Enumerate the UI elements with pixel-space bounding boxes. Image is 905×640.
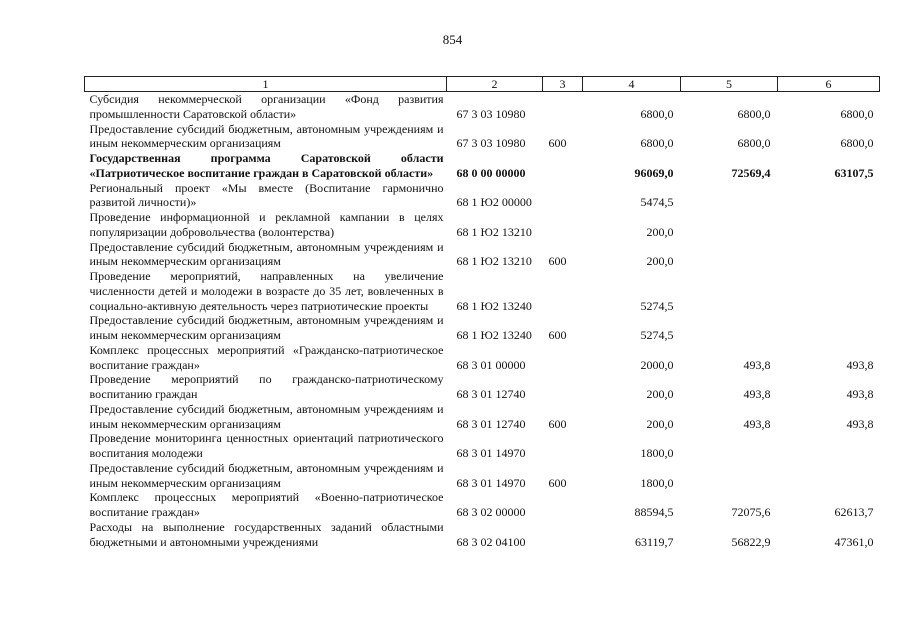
amount-col-4: 5274,5 <box>640 298 674 313</box>
item-name: Проведение мониторинга ценностных ориентаций патриотического воспитания молодежи <box>89 431 444 460</box>
item-code: 68 3 01 12740 <box>456 387 526 401</box>
amount-col-4: 6800,0 <box>640 106 674 121</box>
header-col-1: 1 <box>85 77 447 92</box>
item-code: 68 3 01 12740 <box>456 416 526 431</box>
item-name: Предоставление субсидий бюджетным, автономным учреждениям и иным некоммерческим организациям <box>89 460 444 490</box>
item-name: Государственная программа Саратовской области «Патриотическое воспитание граждан в Саратовской области» <box>89 151 444 180</box>
item-name: Проведение информационной и рекламной кампании в целях популяризации добровольчества (волонтерства) <box>89 210 444 239</box>
amount-col-6: 62613,7 <box>834 505 874 519</box>
item-name: Проведение мероприятий по гражданско-патриотическому воспитанию граждан <box>89 372 444 401</box>
amount-col-5: 6800,0 <box>737 136 771 151</box>
item-name: Комплекс процессных мероприятий «Военно-патриотическое воспитание граждан» <box>89 490 444 519</box>
item-name: Предоставление субсидий бюджетным, автономным учреждениям и иным некоммерческим организациям <box>89 401 444 431</box>
amount-col-4: 63119,7 <box>634 534 674 549</box>
amount-col-5 <box>681 181 778 211</box>
table-row <box>85 210 880 240</box>
expense-type <box>543 210 583 240</box>
amount-col-6 <box>778 240 880 270</box>
table-row <box>85 240 880 270</box>
item-code: 68 1 Ю2 13240 <box>456 328 532 342</box>
amount-col-6 <box>778 269 880 313</box>
expense-type <box>543 431 583 461</box>
item-code: 68 1 Ю2 00000 <box>456 195 532 210</box>
amount-col-5: 72569,4 <box>731 165 771 180</box>
amount-col-5 <box>681 431 778 461</box>
expense-type <box>543 151 583 181</box>
item-code: 67 3 03 10980 <box>456 106 526 121</box>
amount-col-5: 493,8 <box>743 357 771 372</box>
expense-type <box>543 520 583 550</box>
item-name: Проведение мероприятий, направленных на увеличение численности детей и молодежи в возрасте до 35 лет, вовлеченных в социально-активную деятельность через патриотические проекты <box>89 269 444 313</box>
amount-col-4: 200,0 <box>646 254 674 269</box>
amount-col-4: 200,0 <box>646 387 674 401</box>
item-code: 68 3 02 00000 <box>456 505 526 519</box>
expense-type <box>543 490 583 520</box>
amount-col-6: 63107,5 <box>834 165 874 180</box>
item-name: Расходы на выполнение государственных заданий областными бюджетными и автономными учреждениями <box>89 519 444 549</box>
table-row <box>85 490 880 520</box>
table-row <box>85 431 880 461</box>
table-row <box>85 122 880 152</box>
table-row <box>85 269 880 313</box>
amount-col-4: 6800,0 <box>640 136 674 151</box>
amount-col-6 <box>778 210 880 240</box>
header-col-2: 2 <box>447 77 543 92</box>
item-code: 68 1 Ю2 13210 <box>456 224 532 239</box>
amount-col-6: 6800,0 <box>840 136 874 151</box>
amount-col-6 <box>778 313 880 343</box>
amount-col-6 <box>778 181 880 211</box>
item-code: 67 3 03 10980 <box>456 136 526 151</box>
expense-type <box>543 269 583 313</box>
amount-col-5 <box>681 210 778 240</box>
table-row <box>85 343 880 373</box>
expense-type: 600 <box>548 328 567 342</box>
header-col-5: 5 <box>681 77 778 92</box>
item-code: 68 1 Ю2 13210 <box>456 254 532 269</box>
amount-col-5: 493,8 <box>743 387 771 401</box>
expense-type: 600 <box>548 254 567 269</box>
expense-type <box>543 372 583 402</box>
table-row <box>85 151 880 181</box>
amount-col-4: 1800,0 <box>640 446 674 460</box>
amount-col-4: 5474,5 <box>640 195 674 210</box>
amount-col-4: 5274,5 <box>640 328 674 342</box>
amount-col-6: 493,8 <box>846 357 874 372</box>
item-name: Предоставление субсидий бюджетным, автономным учреждениям и иным некоммерческим организациям <box>89 313 444 342</box>
table-row <box>85 402 880 432</box>
table-row <box>85 520 880 550</box>
amount-col-5 <box>681 240 778 270</box>
amount-col-4: 96069,0 <box>634 165 674 180</box>
header-col-6: 6 <box>778 77 880 92</box>
item-name: Комплекс процессных мероприятий «Гражданско-патриотическое воспитание граждан» <box>89 342 444 372</box>
table-row <box>85 92 880 122</box>
item-code: 68 3 01 14970 <box>456 446 526 460</box>
amount-col-4: 200,0 <box>646 416 674 431</box>
amount-col-5: 6800,0 <box>737 106 771 121</box>
amount-col-6 <box>778 461 880 491</box>
table-row <box>85 372 880 402</box>
amount-col-5: 72075,6 <box>731 505 771 519</box>
expense-type: 600 <box>548 475 567 490</box>
table-row <box>85 461 880 491</box>
item-code: 68 0 00 00000 <box>456 165 526 180</box>
item-code: 68 3 01 14970 <box>456 475 526 490</box>
amount-col-6: 6800,0 <box>840 106 874 121</box>
amount-col-4: 2000,0 <box>640 357 674 372</box>
amount-col-6: 493,8 <box>846 416 874 431</box>
header-col-3: 3 <box>543 77 583 92</box>
amount-col-5: 56822,9 <box>731 534 771 549</box>
amount-col-4: 200,0 <box>646 224 674 239</box>
item-name: Предоставление субсидий бюджетным, автономным учреждениям и иным некоммерческим организациям <box>89 239 444 269</box>
budget-table <box>84 76 880 549</box>
expense-type: 600 <box>548 136 567 151</box>
expense-type <box>543 343 583 373</box>
table-row <box>85 181 880 211</box>
amount-col-5 <box>681 269 778 313</box>
expense-type: 600 <box>548 416 567 431</box>
amount-col-6: 47361,0 <box>834 534 874 549</box>
page-number: 854 <box>442 32 463 47</box>
amount-col-5 <box>681 461 778 491</box>
item-name: Региональный проект «Мы вместе (Воспитание гармонично развитой личности)» <box>89 180 444 210</box>
expense-type <box>543 181 583 211</box>
item-code: 68 1 Ю2 13240 <box>456 298 532 313</box>
amount-col-6: 493,8 <box>846 387 874 401</box>
table-body <box>85 92 880 550</box>
item-name: Предоставление субсидий бюджетным, автономным учреждениям и иным некоммерческим организациям <box>89 121 444 151</box>
item-name: Субсидия некоммерческой организации «Фонд развития промышленности Саратовской области» <box>89 92 444 121</box>
header-col-4: 4 <box>583 77 681 92</box>
expense-type <box>543 92 583 122</box>
amount-col-6 <box>778 431 880 461</box>
item-code: 68 3 01 00000 <box>456 357 526 372</box>
table-header-row <box>85 77 880 92</box>
amount-col-5 <box>681 313 778 343</box>
amount-col-4: 88594,5 <box>634 505 674 519</box>
amount-col-5: 493,8 <box>743 416 771 431</box>
item-code: 68 3 02 04100 <box>456 534 526 549</box>
amount-col-4: 1800,0 <box>640 475 674 490</box>
table-row <box>85 313 880 343</box>
